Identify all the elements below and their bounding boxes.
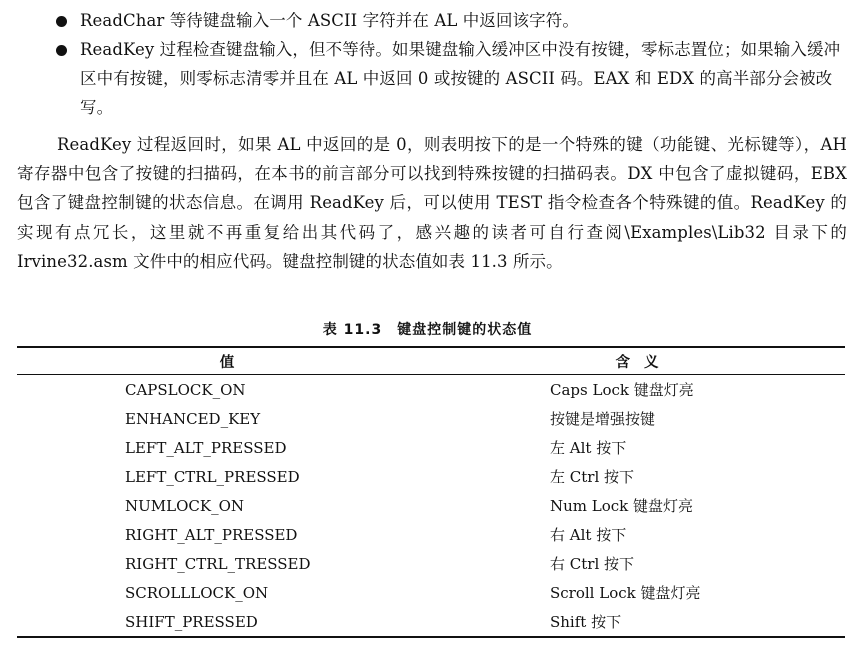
- table-row: [17, 520, 845, 549]
- bullet-list: [0, 6, 855, 122]
- table-row: [17, 462, 845, 491]
- cell-value: ENHANCED_KEY: [125, 409, 261, 428]
- cell-meaning: 右 Alt 按下: [550, 526, 627, 544]
- cell-meaning: 左 Ctrl 按下: [550, 468, 635, 486]
- table-row: [17, 375, 845, 405]
- cell-meaning: Num Lock 键盘灯亮: [550, 497, 694, 515]
- bullet-dot-icon: [56, 45, 67, 56]
- cell-meaning: 按键是增强按键: [550, 410, 656, 428]
- cell-value: LEFT_CTRL_PRESSED: [125, 467, 300, 486]
- table-caption: 表 11.3 键盘控制键的状态值: [322, 322, 533, 338]
- column-header-meaning: 含义: [437, 347, 845, 375]
- table-header-row: [17, 347, 845, 375]
- cell-value: RIGHT_CTRL_TRESSED: [125, 554, 311, 573]
- body-paragraph: ReadKey 过程返回时，如果 AL 中返回的是 0，则表明按下的是一个特殊的键（功能键、光标键等），AH 寄存器中包含了按键的扫描码，在本书的前言部分可以找到特殊按键的扫描码表。DX 中包含了虚拟键码，EBX 包含了键盘控制键的状态信息。在调用 ReadKey 后，可以使用 TEST 指令检查各个特殊键的值。ReadKey 的实现有点冗长，这里就不再重复给出其代码了，感兴趣的读者可自行查阅\Examples\Lib32 目录下的 Irvine32.asm 文件中的相应代码。键盘控制键的状态值如表 11.3 所示。: [17, 135, 847, 271]
- table-row: [17, 433, 845, 462]
- cell-value: NUMLOCK_ON: [125, 496, 244, 515]
- bullet-text: ReadKey 过程检查键盘输入，但不等待。如果键盘输入缓冲区中没有按键，零标志置位；如果输入缓冲区中有按键，则零标志清零并且在 AL 中返回 0 或按键的 ASCII 码。EAX 和 EDX 的高半部分会被改写。: [80, 40, 841, 117]
- cell-value: RIGHT_ALT_PRESSED: [125, 525, 298, 544]
- cell-value: CAPSLOCK_ON: [125, 380, 246, 399]
- cell-meaning: Shift 按下: [437, 607, 845, 637]
- table-row: [17, 607, 845, 637]
- cell-value: LEFT_ALT_PRESSED: [125, 438, 287, 457]
- table-row: [17, 404, 845, 433]
- table-row: [17, 549, 845, 578]
- cell-meaning: Scroll Lock 键盘灯亮: [550, 584, 701, 602]
- cell-meaning: 左 Alt 按下: [550, 439, 627, 457]
- bullet-item-readkey: [0, 35, 855, 122]
- bullet-dot-icon: [56, 16, 67, 27]
- bullet-item-readchar: [0, 6, 855, 35]
- bullet-text: ReadChar 等待键盘输入一个 ASCII 字符并在 AL 中返回该字符。: [80, 11, 579, 30]
- column-header-value: 值: [17, 347, 437, 375]
- cell-meaning: Caps Lock 键盘灯亮: [550, 381, 694, 399]
- status-table: [17, 346, 845, 638]
- table-container: [17, 346, 845, 638]
- cell-meaning: 右 Ctrl 按下: [550, 555, 635, 573]
- cell-value: SHIFT_PRESSED: [17, 607, 437, 637]
- table-row: [17, 578, 845, 607]
- cell-value: SCROLLLOCK_ON: [125, 583, 269, 602]
- table-row: [17, 491, 845, 520]
